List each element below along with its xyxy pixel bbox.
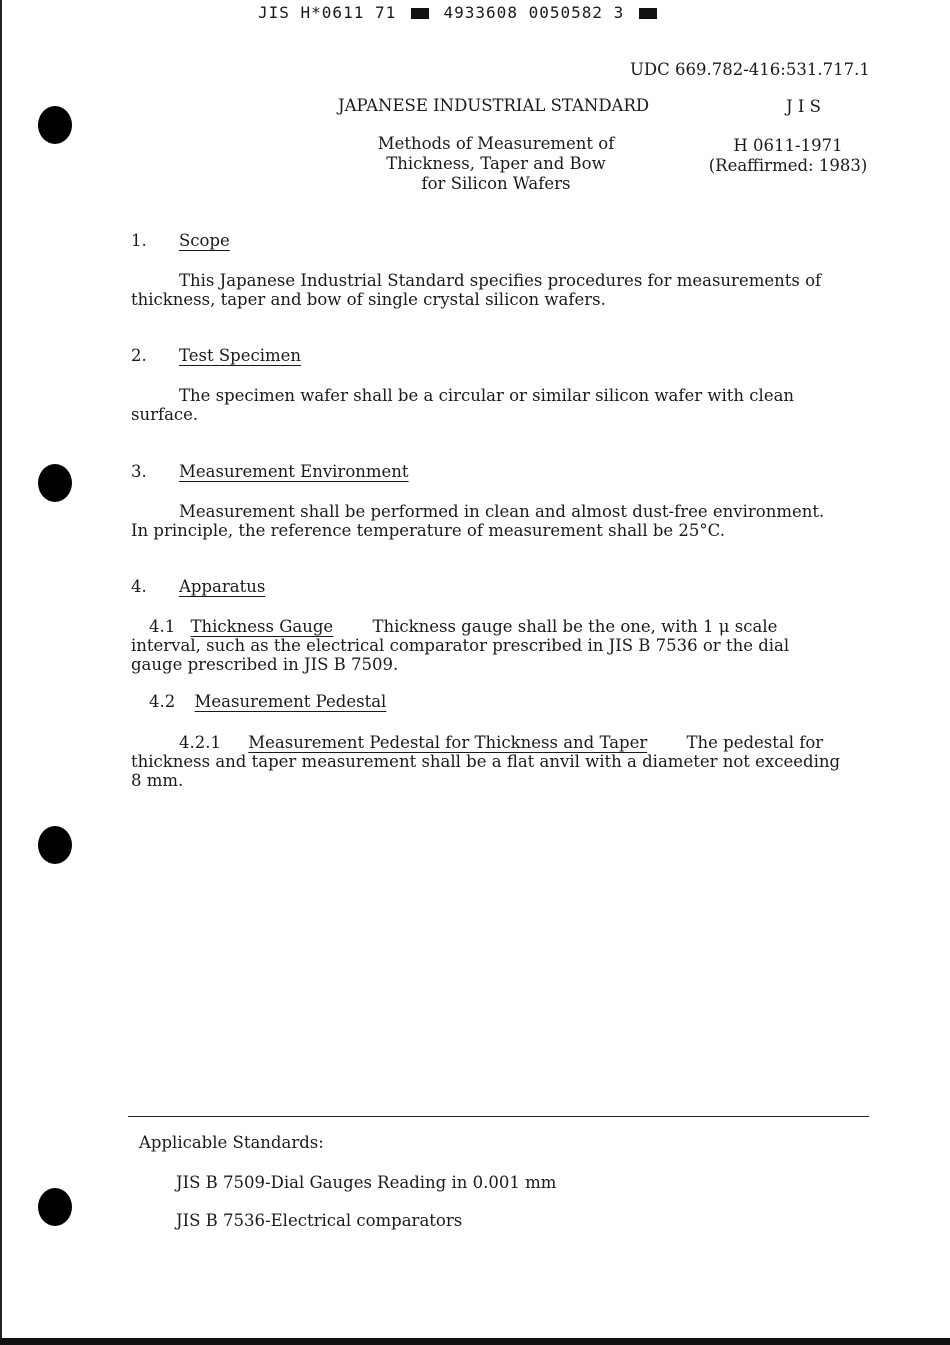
body-line: In principle, the reference temperature of measurement shall be 25°C. bbox=[131, 521, 725, 540]
subsection-4-1-first-line bbox=[131, 617, 789, 636]
section-1-title: Scope bbox=[179, 231, 230, 250]
subsection-4-2-1-number: 4.2.1 bbox=[179, 733, 221, 752]
document-title-line: Thickness, Taper and Bow bbox=[386, 154, 606, 173]
applicable-standard-item: JIS B 7509-Dial Gauges Reading in 0.001 mm bbox=[176, 1173, 557, 1192]
body-line: surface. bbox=[131, 405, 199, 424]
body-line: gauge prescribed in JIS B 7509. bbox=[131, 655, 399, 674]
body-line: interval, such as the electrical comparator prescribed in JIS B 7536 or the dial bbox=[131, 636, 790, 655]
body-line: thickness and taper measurement shall be a flat anvil with a diameter not exceeding bbox=[131, 752, 841, 771]
subsection-4-2 bbox=[149, 692, 386, 711]
document-code-part2: 4933608 0050582 3 bbox=[443, 3, 625, 22]
page-bottom-edge bbox=[0, 1338, 950, 1345]
subsection-4-2-title: Measurement Pedestal bbox=[194, 692, 387, 711]
section-3-body bbox=[131, 502, 824, 540]
document-code-line bbox=[258, 3, 661, 22]
section-2-title: Test Specimen bbox=[179, 346, 302, 365]
document-number-block bbox=[700, 136, 876, 176]
black-block-mark bbox=[639, 8, 657, 19]
section-2-number: 2. bbox=[131, 346, 147, 365]
document-title-line: Methods of Measurement of bbox=[377, 134, 615, 153]
body-line: This Japanese Industrial Standard specifies procedures for measurements of bbox=[179, 271, 822, 290]
jis-mark: J I S bbox=[786, 97, 821, 116]
document-title-line: for Silicon Wafers bbox=[421, 174, 571, 193]
punch-hole-4 bbox=[38, 1188, 72, 1226]
subsection-4-1-number: 4.1 bbox=[149, 617, 176, 636]
udc-number: UDC 669.782-416:531.717.1 bbox=[630, 60, 870, 79]
section-4-title: Apparatus bbox=[179, 577, 266, 596]
punch-hole-2 bbox=[38, 464, 72, 502]
footnote-divider bbox=[128, 1116, 869, 1117]
section-4-number: 4. bbox=[131, 577, 147, 596]
subsection-4-2-number: 4.2 bbox=[149, 692, 176, 711]
document-code-part1: JIS H*0611 71 bbox=[258, 3, 397, 22]
body-line: Measurement shall be performed in clean and almost dust-free environment. bbox=[179, 502, 825, 521]
section-1-number: 1. bbox=[131, 231, 147, 250]
body-line: thickness, taper and bow of single crystal silicon wafers. bbox=[131, 290, 606, 309]
subsection-4-1-title: Thickness Gauge bbox=[190, 617, 334, 636]
section-1-body bbox=[131, 271, 821, 309]
standard-title: JAPANESE INDUSTRIAL STANDARD bbox=[338, 96, 650, 115]
subsection-4-2-1-title: Measurement Pedestal for Thickness and Taper bbox=[248, 733, 648, 752]
subsection-4-2-1 bbox=[131, 733, 840, 790]
body-line: 8 mm. bbox=[131, 771, 184, 790]
section-2-body bbox=[131, 386, 794, 424]
document-title bbox=[360, 134, 632, 194]
body-line: Thickness gauge shall be the one, with 1 μ scale bbox=[372, 617, 778, 636]
section-3-number: 3. bbox=[131, 462, 147, 481]
black-block-mark bbox=[411, 8, 429, 19]
applicable-standard-item: JIS B 7536-Electrical comparators bbox=[176, 1211, 463, 1230]
body-line: The pedestal for bbox=[686, 733, 824, 752]
subsection-4-2-1-first-line bbox=[131, 733, 840, 752]
body-line: The specimen wafer shall be a circular or similar silicon wafer with clean bbox=[179, 386, 795, 405]
reaffirmed-date: (Reaffirmed: 1983) bbox=[708, 156, 868, 175]
subsection-4-1 bbox=[131, 617, 789, 674]
punch-hole-3 bbox=[38, 826, 72, 864]
applicable-standards-heading: Applicable Standards: bbox=[139, 1133, 324, 1152]
document-number: H 0611-1971 bbox=[733, 136, 843, 155]
punch-hole-1 bbox=[38, 106, 72, 144]
section-3-title: Measurement Environment bbox=[179, 462, 409, 481]
page-left-edge bbox=[0, 0, 2, 1345]
